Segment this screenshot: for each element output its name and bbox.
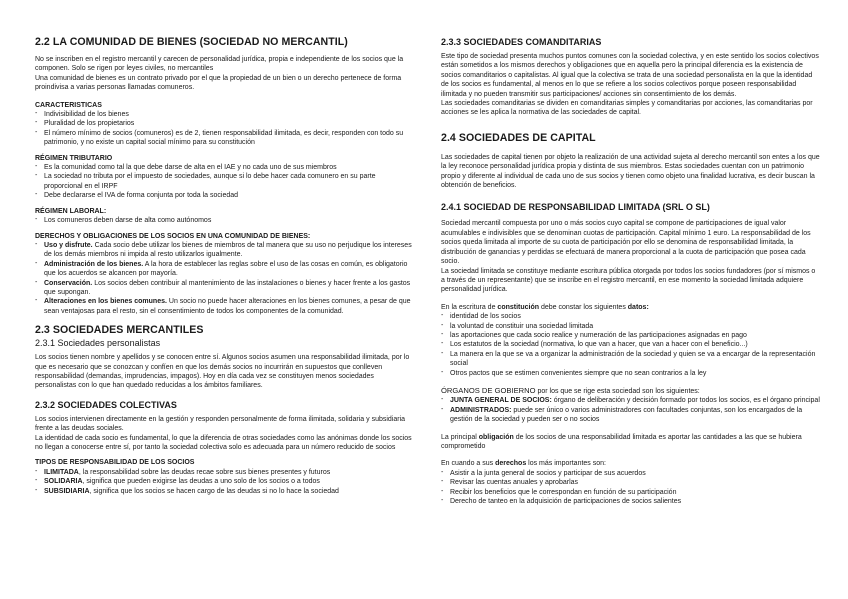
term-description: Un socio no puede hacer alteraciones en los bienes comunes, a pesar de que sean ventajosas para el resto, sin el consentimiento de todos los componentes de la comunidad. xyxy=(44,298,411,315)
term: SUBSIDIARIA xyxy=(44,487,90,495)
term: ILIMITADA xyxy=(44,468,79,476)
text: En la escritura de xyxy=(441,303,498,311)
text: La principal xyxy=(441,433,479,441)
term: ADMINISTRADOS: xyxy=(450,406,512,414)
term: Uso y disfrute. xyxy=(44,241,93,249)
list-caracteristicas xyxy=(35,110,415,148)
text: debe constar los siguientes xyxy=(539,303,628,311)
term-description: , la responsabilidad sobre las deudas recae sobre sus bienes presentes y futuros xyxy=(78,468,331,476)
list-item xyxy=(441,406,821,425)
paragraph: No se inscriben en el registro mercantil y carecen de personalidad jurídica, propia e independiente de los socios que la componen. Solo se rigen por leyes civiles, no mercantiles xyxy=(35,56,404,73)
list-item: - Otros pactos que se estimen convenientes siempre que no sean contrarios a la ley xyxy=(441,369,821,378)
subheading-regimen-laboral: RÉGIMEN LABORAL: xyxy=(35,207,107,215)
term-description: , significa que los socios se hacen cargo de las deudas si no lo hace la sociedad xyxy=(89,487,339,495)
list-item: - la voluntad de constituir una sociedad limitada xyxy=(441,322,821,331)
list-item: - Recibir los beneficios que le correspondan en función de su participación xyxy=(441,488,821,497)
subsection-title-personalistas: 2.3.1 Sociedades personalistas xyxy=(35,338,161,349)
subheading-derechos-obligaciones: DERECHOS Y OBLIGACIONES DE LOS SOCIOS EN UNA COMUNIDAD DE BIENES: xyxy=(35,232,311,240)
term: JUNTA GENERAL DE SOCIOS: xyxy=(450,397,552,405)
term-description: órgano de deliberación y decisión formado por todos los socios, es el órgano principal xyxy=(551,397,820,405)
list-item: - El número mínimo de socios (comuneros) es de 2, tienen responsabilidad ilimitada, es decir, responden con todo su patrimonio, y no existe un capital social mínimo para su constitución xyxy=(35,129,415,148)
list-regimen-laboral xyxy=(35,216,415,225)
section-title-sociedades-mercantiles: 2.3 SOCIEDADES MERCANTILES xyxy=(35,324,204,337)
list-tipos-responsabilidad xyxy=(35,468,415,496)
term: datos: xyxy=(627,303,649,311)
term: derechos xyxy=(495,460,527,468)
term: SOLIDARIA xyxy=(44,478,83,486)
text: por los que se rige esta sociedad son los siguientes: xyxy=(535,387,700,395)
paragraph: Este tipo de sociedad presenta muchos puntos comunes con la sociedad colectiva, y en este sentido los socios colectivos están sometidos a los mismos derechos y obligaciones que en aquella pero la principal diferencia es la existencia de socios comanditarios o capitalistas. Al igual que la colectiva se trata de una sociedad personalista en la que la identidad de los socios es fundamental, al menos en lo que se refiere a los socios colectivos porque poseen responsabilidad ilimitada y no pueden transmitir sus participaciones/ acciones sin consentimiento de los demás. xyxy=(441,53,819,98)
term-description: Cada socio debe utilizar los bienes de miembros de tal manera que su uso no perjudique los intereses de los demás miembros ni impida al resto utilizarlos igualmente. xyxy=(44,241,412,259)
list-item: - Asistir a la junta general de socios y participar de sus acuerdos xyxy=(441,469,821,478)
term: Conservación. xyxy=(44,279,93,287)
list-item: - las aportaciones que cada socio realice y numeración de las participaciones asignadas en pago xyxy=(441,331,821,340)
subheading-tipos-responsabilidad: TIPOS DE RESPONSABILIDAD DE LOS SOCIOS xyxy=(35,459,195,467)
paragraph-obligacion xyxy=(441,433,821,452)
list-item xyxy=(35,297,415,316)
term: constitución xyxy=(497,303,540,311)
term-description: Los socios deben contribuir al mantenimiento de las instalaciones o bienes y hacer frente a los gastos que supongan. xyxy=(44,279,411,296)
term-description: , significa que pueden exigirse las deudas a uno solo de los socios o a todos xyxy=(82,478,320,486)
term-description: A la hora de establecer las reglas sobre el uso de las cosas en común, es obligatorio que los acuerdos se alcancen por mayoría. xyxy=(44,260,408,278)
list-item: - Revisar las cuentas anuales y aprobarlas xyxy=(441,478,821,487)
paragraph: Una comunidad de bienes es un contrato privado por el que la propiedad de un bien o un derecho pertenece de forma proindivisa a varias personas llamadas comuneros. xyxy=(35,74,402,92)
subsection-title-colectivas: 2.3.2 SOCIEDADES COLECTIVAS xyxy=(35,399,177,410)
list-item: - La manera en la que se va a organizar la administración de la sociedad y quien se va a encargar de la representación social xyxy=(441,350,821,369)
list-item xyxy=(35,241,415,260)
subheading-regimen-tributario: RÉGIMEN TRIBUTARIO xyxy=(35,154,113,162)
list-datos-escritura xyxy=(441,312,821,378)
left-column xyxy=(35,36,415,496)
paragraph-derechos xyxy=(441,459,821,468)
text: los más importantes son: xyxy=(526,460,606,468)
paragraph: Sociedad mercantil compuesta por uno o más socios cuyo capital se compone de participaciones de igual valor acumulables e indivisibles que se denominan cuotas de participación. Capital mínimo 1 euro. La responsabilidad de los socios queda limitada al importe de su cuota de participación por ello se denomina de responsabilidad limitada, la distribución de ganancias y perdidas se efectuará de manera proporcional a la cuota de participación que posea cada socio. xyxy=(441,220,811,266)
paragraph: La sociedad limitada se constituye mediante escritura pública otorgada por todos los socios fundadores (por sí mismos o a través de un representante) que se inscribe en el registro mercantil, en ese momento la sociedad limitada adquiere personalidad jurídica. xyxy=(441,267,816,294)
list-item: - Derecho de tanteo en la adquisición de participaciones de socios salientes xyxy=(441,497,821,506)
paragraph: Las sociedades de capital tienen por objeto la realización de una actividad sujeta al derecho mercantil son entes a los que la ley reconoce personalidad jurídica propia y distinta de sus miembros. Estas sociedades cuentan con un patrimonio propio y diferente al individual de cada uno de sus socios y tienen como objeto una finalidad lucrativa, es decir buscan la obtención de beneficios. xyxy=(441,153,820,190)
list-item xyxy=(35,260,415,279)
list-item xyxy=(35,468,415,477)
list-organos-gobierno xyxy=(441,396,821,424)
list-item: - La sociedad no tributa por el impuesto de sociedades, aunque si lo debe hacer cada comunero en su parte proporcional en el IRPF xyxy=(35,172,415,191)
list-derechos-obligaciones xyxy=(35,241,415,316)
paragraph: Las sociedades comanditarias se dividen en comanditarias simples y comanditarias por acciones, las comanditarias por acciones se les aplica la normativa de las sociedades de capital. xyxy=(441,100,813,117)
term: obligación xyxy=(478,433,514,441)
right-column xyxy=(441,36,821,506)
list-item: - Los comuneros deben darse de alta como autónomos xyxy=(35,216,415,225)
list-item xyxy=(35,279,415,298)
section-title-comunidad-bienes: 2.2 LA COMUNIDAD DE BIENES (SOCIEDAD NO MERCANTIL) xyxy=(35,36,348,48)
paragraph: La identidad de cada socio es fundamental, lo que la diferencia de otras sociedades como las anónimas donde los socios no llegan a conocerse entre sí, por tanto la sociedad colectiva solo es adecuada para un número reducido de socios xyxy=(35,434,412,451)
list-item: - Pluralidad de los propietarios xyxy=(35,119,415,128)
paragraph: Los socios tienen nombre y apellidos y se conocen entre sí. Algunos socios asumen una responsabilidad ilimitada, por lo que es necesario que se conozcan y confíen en que los demás socios no incurrirán en supuestos que conlleven responsabilidad (demandas, imprudencias, impagos). Hoy en día cada vez se constituyen menos sociedades personalistas con lo que han quedado reducidas a los ámbitos familiares. xyxy=(35,354,410,390)
term-description: puede ser único o varios administradores con facultades conjuntas, son los encargados de la gestión de la sociedad y pueden ser o no socios xyxy=(450,406,803,424)
term: Alteraciones en los bienes comunes. xyxy=(44,298,167,306)
list-item: - identidad de los socios xyxy=(441,312,821,321)
list-item: - Los estatutos de la sociedad (normativa, lo que van a hacer, que van a hacer con el beneficio...) xyxy=(441,340,821,349)
subsection-title-srl: 2.4.1 SOCIEDAD DE RESPONSABILIDAD LIMITADA (SRL O SL) xyxy=(441,202,710,213)
paragraph-organos xyxy=(441,386,821,396)
list-derechos-socios xyxy=(441,469,821,507)
list-item xyxy=(35,477,415,486)
heading-inline: ÓRGANOS DE GOBIERNO xyxy=(441,385,536,395)
text: En cuando a sus xyxy=(441,460,496,468)
term: Administración de los bienes. xyxy=(44,260,144,268)
paragraph-escritura xyxy=(441,303,821,312)
text: de los socios de una responsabilidad limitada es aportar las cantidades a las que se hubiera comprometido xyxy=(441,433,802,450)
list-regimen-tributario xyxy=(35,163,415,201)
section-title-sociedades-capital: 2.4 SOCIEDADES DE CAPITAL xyxy=(441,131,596,144)
subheading-caracteristicas: CARACTERISTICAS xyxy=(35,101,102,109)
list-item: - Debe declararse el IVA de forma conjunta por toda la sociedad xyxy=(35,191,415,200)
list-item: - Indivisibilidad de los bienes xyxy=(35,110,415,119)
list-item xyxy=(441,396,821,405)
list-item xyxy=(35,487,415,496)
subsection-title-comanditarias: 2.3.3 SOCIEDADES COMANDITARIAS xyxy=(441,37,602,47)
paragraph: Los socios intervienen directamente en la gestión y responden personalmente de forma ilimitada, solidaria y subsidiaria frente a las deudas sociales. xyxy=(35,415,406,433)
list-item: - Es la comunidad como tal la que debe darse de alta en el IAE y no cada uno de sus miembros xyxy=(35,163,415,172)
